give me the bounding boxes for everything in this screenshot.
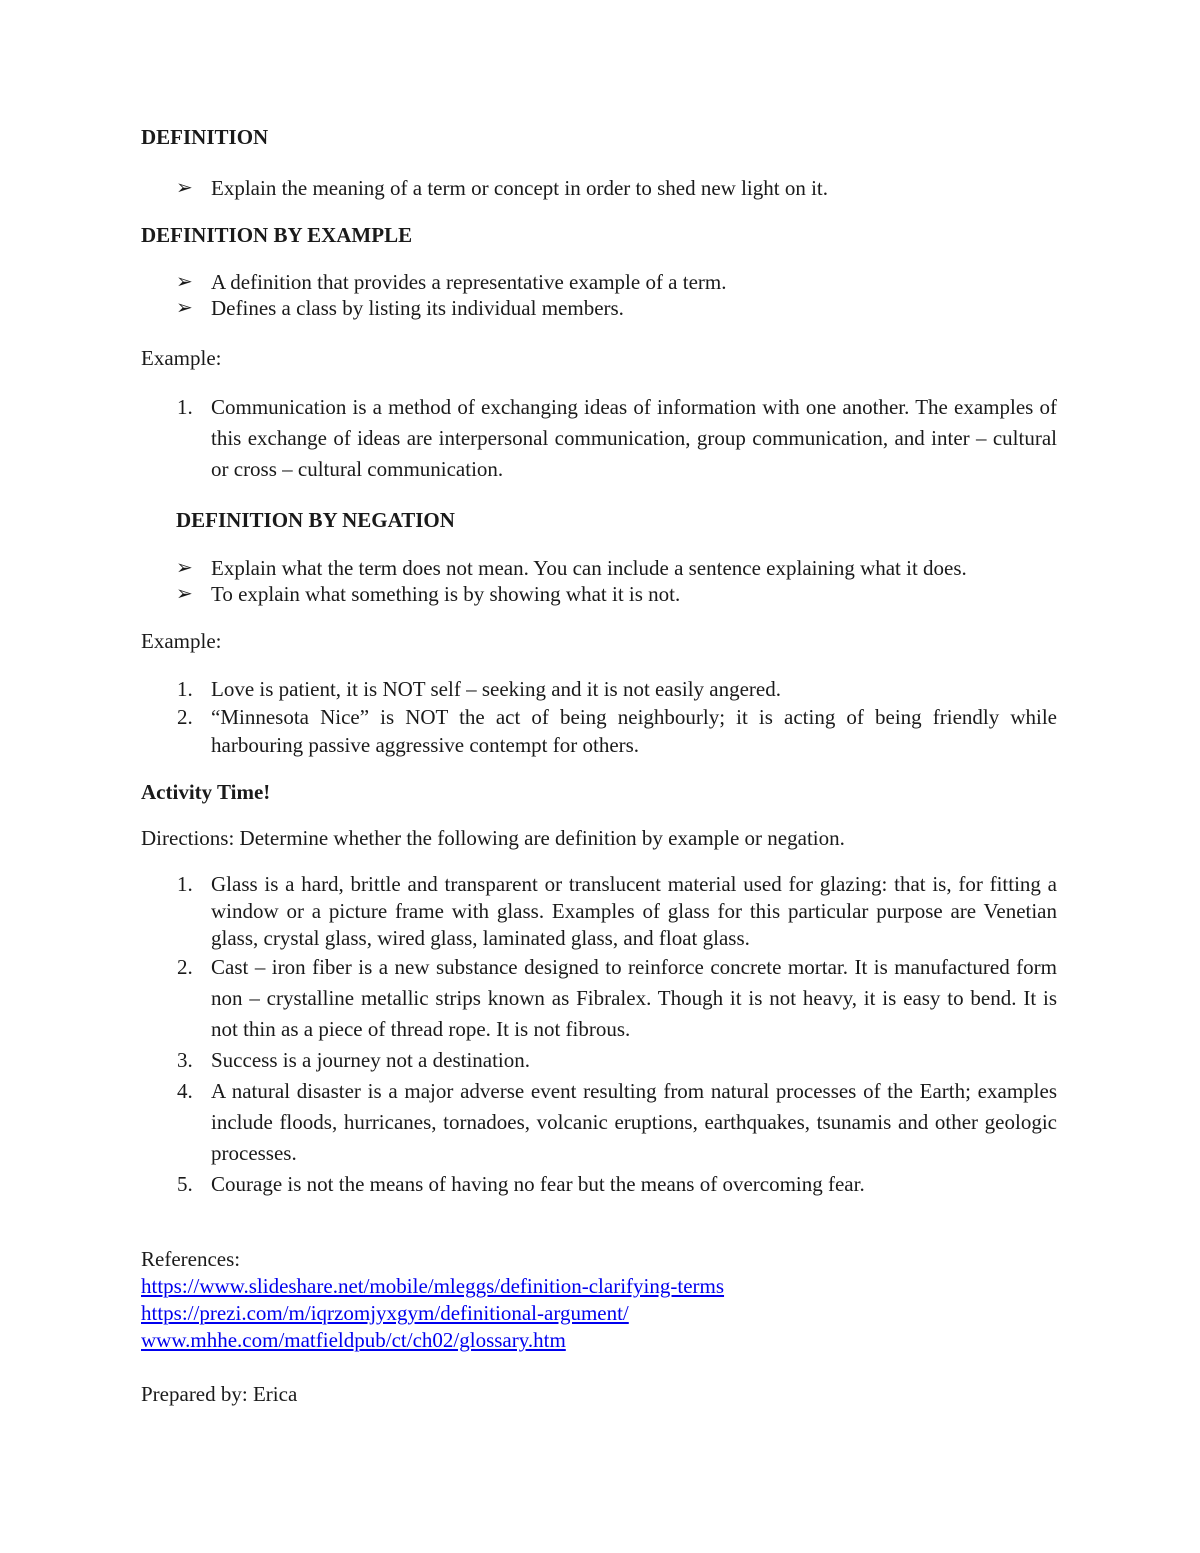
example-label: Example: [141, 629, 222, 654]
list-item: ➢ Defines a class by listing its individual members. [176, 296, 624, 320]
heading-definition-by-example: DEFINITION BY EXAMPLE [141, 222, 413, 247]
list-number: 3. [177, 1048, 193, 1072]
arrow-bullet-icon: ➢ [176, 177, 193, 200]
by-example-bullets [141, 269, 1057, 322]
definition-bullets [141, 175, 1057, 201]
arrow-bullet-icon: ➢ [176, 556, 193, 579]
list-item: 1. Love is patient, it is NOT self – seeking and it is not easily angered. [177, 676, 781, 701]
example-label: Example: [141, 346, 222, 371]
list-number: 1. [177, 872, 193, 896]
document-page [141, 124, 1057, 1407]
list-item: ➢ Explain what the term does not mean. You can include a sentence explaining what it does. [176, 555, 967, 580]
list-item: ➢ To explain what something is by showing what it is not. [176, 582, 681, 606]
heading-definition: DEFINITION [141, 125, 269, 149]
list-item: 2. Cast – iron fiber is a new substance designed to reinforce concrete mortar. It is manufactured form non – crystalline metallic strips known as Fibralex. Though it is not heavy, it is easy to bend. It is not thin as a piece of thread rope. It is not fibrous. [141, 952, 1057, 1045]
list-number: 5. [177, 1172, 193, 1196]
by-example-examples [141, 392, 1057, 485]
heading-activity-time: Activity Time! [141, 779, 271, 804]
by-negation-examples [141, 675, 1057, 759]
list-item: 1. Communication is a method of exchanging ideas of information with one another. The examples of this exchange of ideas are interpersonal communication, group communication, and inter – cultural or cross – cultural communication. [141, 392, 1057, 485]
list-number: 2. [177, 704, 193, 729]
list-number: 1. [177, 394, 193, 419]
prepared-by: Prepared by: Erica [141, 1382, 298, 1406]
reference-link-prezi[interactable]: https://prezi.com/m/iqrzomjyxgym/definitional-argument/ [141, 1301, 629, 1325]
activity-directions: Directions: Determine whether the following are definition by example or negation. [141, 825, 845, 850]
list-item: 3. Success is a journey not a destination. [141, 1045, 1057, 1076]
list-item: 2. “Minnesota Nice” is NOT the act of being neighbourly; it is acting of being friendly while harbouring passive aggressive contempt for others. [177, 704, 1057, 757]
list-item: 5. Courage is not the means of having no fear but the means of overcoming fear. [141, 1169, 1057, 1200]
list-number: 2. [177, 955, 193, 979]
references-block [141, 1246, 1057, 1354]
list-item: ➢ Explain the meaning of a term or concept in order to shed new light on it. [176, 176, 828, 201]
activity-items [141, 871, 1057, 1200]
arrow-bullet-icon: ➢ [176, 297, 193, 319]
list-number: 4. [177, 1079, 193, 1103]
list-item: ➢ A definition that provides a representative example of a term. [176, 269, 727, 294]
list-item: 4. A natural disaster is a major adverse event resulting from natural processes of the Earth; examples include floods, hurricanes, tornadoes, volcanic eruptions, earthquakes, tsunamis and other geologic processes. [141, 1076, 1057, 1169]
list-item: 1. Glass is a hard, brittle and transparent or translucent material used for glazing: that is, for fitting a window or a picture frame with glass. Examples of glass for this particular purpose are Venetian glass, crystal glass, wired glass, laminated glass, and float glass. [177, 872, 1057, 950]
heading-definition-by-negation: DEFINITION BY NEGATION [176, 507, 455, 532]
reference-link-mhhe[interactable]: www.mhhe.com/matfieldpub/ct/ch02/glossary.htm [141, 1328, 566, 1352]
arrow-bullet-icon: ➢ [176, 270, 193, 293]
references-label: References: [141, 1247, 241, 1271]
list-number: 1. [177, 676, 193, 701]
by-negation-bullets [141, 555, 1057, 608]
arrow-bullet-icon: ➢ [176, 583, 193, 605]
reference-link-slideshare[interactable]: https://www.slideshare.net/mobile/mleggs/definition-clarifying-terms [141, 1274, 725, 1298]
